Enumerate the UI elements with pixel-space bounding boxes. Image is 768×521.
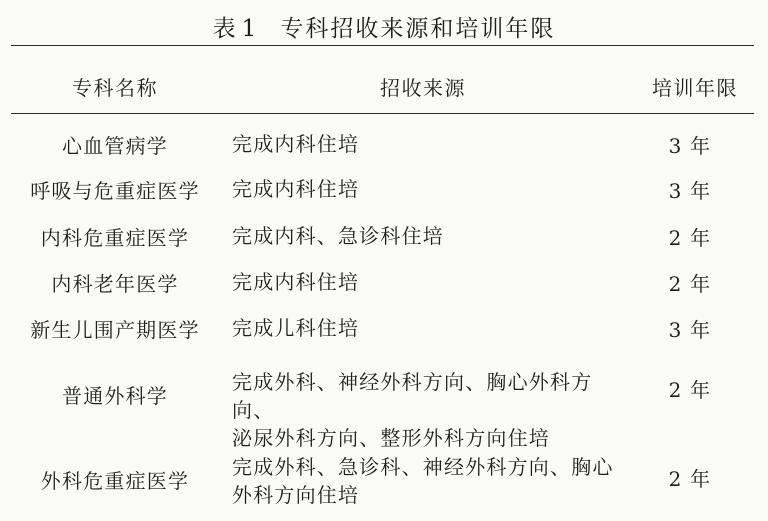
recruitment-source (232, 268, 632, 296)
training-years: 3 年 (668, 134, 712, 158)
recruitment-source (232, 222, 632, 250)
source-line: 完成外科、急诊科、神经外科方向、胸心 (232, 455, 614, 479)
specialty-name: 内科老年医学 (51, 272, 179, 296)
training-years: 3 年 (668, 318, 712, 342)
caption-number: 1 (241, 16, 259, 42)
recruitment-source (232, 368, 632, 452)
specialty-name: 内科危重症医学 (40, 226, 190, 250)
table-caption (0, 10, 768, 43)
training-years: 2 年 (668, 467, 712, 491)
specialty-name: 呼吸与危重症医学 (30, 179, 200, 203)
source-line: 完成儿科住培 (232, 316, 360, 340)
specialty-name: 新生儿围产期医学 (30, 318, 200, 342)
source-line: 完成内科、急诊科住培 (232, 224, 444, 248)
source-line: 完成内科住培 (232, 132, 360, 156)
caption-label: 表 (212, 16, 238, 42)
source-line: 外科方向住培 (232, 483, 360, 507)
caption-title: 专科招收来源和培训年限 (280, 16, 556, 42)
specialty-name: 普通外科学 (62, 384, 168, 408)
training-years: 2 年 (668, 226, 712, 250)
source-line: 完成内科住培 (232, 270, 360, 294)
training-years: 2 年 (668, 272, 712, 296)
source-line: 完成外科、神经外科方向、胸心外科方向、 (232, 370, 593, 422)
specialty-name: 心血管病学 (62, 134, 168, 158)
specialty-name: 外科危重症医学 (40, 469, 190, 493)
header-training-years: 培训年限 (652, 76, 738, 100)
recruitment-source (232, 130, 632, 158)
recruitment-source (232, 175, 632, 203)
training-years: 3 年 (668, 179, 712, 203)
header-rule (11, 113, 754, 114)
source-line: 泌尿外科方向、整形外科方向住培 (232, 426, 550, 450)
training-years: 2 年 (668, 378, 712, 402)
recruitment-source (232, 314, 632, 342)
header-recruitment-source: 招收来源 (380, 76, 466, 100)
top-rule (11, 45, 754, 46)
source-line: 完成内科住培 (232, 177, 360, 201)
recruitment-source (232, 453, 632, 509)
header-specialty-name: 专科名称 (72, 76, 158, 100)
